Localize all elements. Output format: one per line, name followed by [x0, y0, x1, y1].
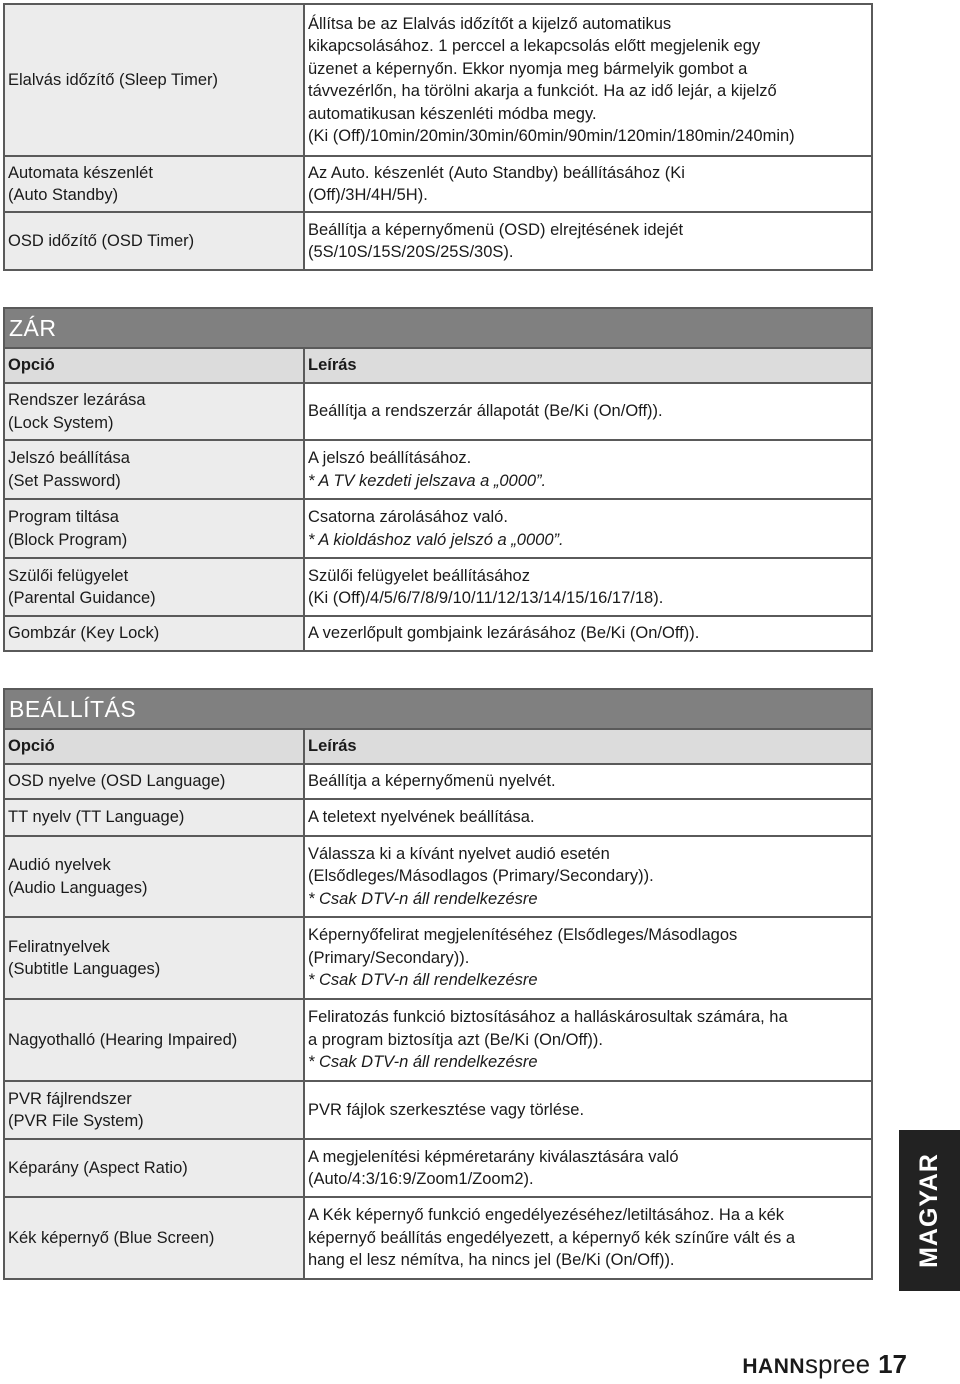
description-cell: [304, 1081, 872, 1139]
brand-logo-light: spree: [805, 1349, 871, 1379]
desc-line: (Ki (Off)/4/5/6/7/8/9/10/11/12/13/14/15/16/17/18).: [308, 589, 664, 607]
language-tab-label: MAGYAR: [915, 1153, 944, 1268]
description-cell: [304, 836, 872, 917]
header-option: Opció: [4, 729, 304, 764]
desc-line: képernyő beállítás engedélyezett, a képernyő kék színűre vált és a: [308, 1228, 796, 1247]
option-cell: [4, 212, 304, 270]
desc-line: Beállítja a rendszerzár állapotát (Be/Ki (On/Off)).: [308, 402, 663, 421]
option-line: Program tiltása: [8, 508, 119, 526]
desc-note: * Csak DTV-n áll rendelkezésre: [308, 889, 538, 908]
section-title: BEÁLLÍTÁS: [4, 689, 872, 729]
desc-line: (Auto/4:3/16:9/Zoom1/Zoom2).: [308, 1170, 534, 1188]
table-row: [4, 558, 872, 616]
desc-note: * A TV kezdeti jelszava a „0000”.: [308, 471, 547, 490]
desc-line: hang el lesz némítva, ha nincs jel (Be/Ki (On/Off)).: [308, 1251, 675, 1270]
option-line: (Auto Standby): [8, 186, 119, 204]
option-cell: [4, 499, 304, 558]
option-line: (Block Program): [8, 530, 128, 549]
header-option: Opció: [4, 348, 304, 383]
brand-logo-bold: HANN: [742, 1355, 806, 1378]
option-line: Automata készenlét: [8, 163, 153, 182]
option-line: (Parental Guidance): [8, 589, 156, 607]
desc-line: Állítsa be az Elalvás időzítőt a kijelző automatikus: [308, 14, 672, 33]
option-line: Képarány (Aspect Ratio): [8, 1158, 188, 1177]
table-row: [4, 999, 872, 1081]
header-row: [4, 729, 872, 764]
table-row: [4, 156, 872, 212]
desc-line: Válassza ki a kívánt nyelvet audió esetén: [308, 844, 610, 863]
desc-line: A jelszó beállításához.: [308, 449, 472, 467]
option-cell: [4, 1197, 304, 1279]
option-line: OSD időzítő (OSD Timer): [8, 231, 195, 250]
description-cell: [304, 999, 872, 1081]
table-row: [4, 616, 872, 651]
desc-line: Beállítja a képernyőmenü (OSD) elrejtésének idejét: [308, 220, 684, 239]
desc-line: (Ki (Off)/10min/20min/30min/60min/90min/120min/180min/240min): [308, 127, 795, 145]
description-cell: [304, 4, 872, 156]
table-row: [4, 4, 872, 156]
desc-line: a program biztosítja azt (Be/Ki (On/Off)).: [308, 1030, 603, 1049]
desc-line: PVR fájlok szerkesztése vagy törlése.: [308, 1100, 585, 1119]
table-row: [4, 440, 872, 499]
language-tab: [899, 1130, 960, 1291]
option-cell: [4, 764, 304, 799]
option-line: Feliratnyelvek: [8, 937, 110, 956]
option-cell: [4, 558, 304, 616]
description-cell: [304, 156, 872, 212]
table-timers: [3, 3, 873, 271]
desc-line: A megjelenítési képméretarány kiválasztására való: [308, 1147, 679, 1166]
option-cell: [4, 156, 304, 212]
option-line: Kék képernyő (Blue Screen): [8, 1228, 215, 1247]
option-cell: [4, 1081, 304, 1139]
table-row: [4, 917, 872, 999]
desc-line: Beállítja a képernyőmenü nyelvét.: [308, 772, 556, 791]
option-line: TT nyelv (TT Language): [8, 808, 185, 827]
desc-note: * A kioldáshoz való jelszó a „0000”.: [308, 530, 564, 549]
option-line: (Lock System): [8, 413, 114, 432]
desc-line: Az Auto. készenlét (Auto Standby) beállításához (Ki: [308, 163, 685, 182]
desc-note: * Csak DTV-n áll rendelkezésre: [308, 1053, 538, 1072]
table-row: [4, 1081, 872, 1139]
table-row: [4, 764, 872, 799]
description-cell: [304, 499, 872, 558]
description-cell: [304, 212, 872, 270]
table-setup: [3, 688, 873, 1280]
table-row: [4, 1197, 872, 1279]
option-line: Elalvás időzítő (Sleep Timer): [8, 70, 218, 89]
option-cell: [4, 836, 304, 917]
table-row: [4, 212, 872, 270]
desc-line: automatikusan készenléti módba megy.: [308, 104, 597, 123]
option-cell: [4, 440, 304, 499]
option-line: (Set Password): [8, 471, 121, 490]
option-cell: [4, 4, 304, 156]
description-cell: [304, 1139, 872, 1197]
desc-line: (Primary/Secondary)).: [308, 948, 470, 967]
section-title: ZÁR: [4, 308, 872, 348]
desc-line: Képernyőfelirat megjelenítéséhez (Elsődleges/Másodlagos: [308, 926, 738, 945]
desc-line: üzenet a képernyőn. Ekkor nyomja meg bármelyik gombot a: [308, 59, 748, 78]
header-description: Leírás: [304, 348, 872, 383]
option-line: (Subtitle Languages): [8, 960, 161, 978]
desc-line: (Elsődleges/Másodlagos (Primary/Secondary)).: [308, 867, 654, 886]
desc-line: A Kék képernyő funkció engedélyezéséhez/letiltásához. Ha a kék: [308, 1206, 785, 1225]
table-row: [4, 383, 872, 440]
option-cell: [4, 1139, 304, 1197]
option-cell: [4, 616, 304, 651]
desc-line: A vezerlőpult gombjaink lezárásához (Be/Ki (On/Off)).: [308, 624, 700, 643]
table-row: [4, 799, 872, 836]
option-line: (Audio Languages): [8, 878, 148, 897]
desc-line: Csatorna zárolásához való.: [308, 508, 508, 526]
table-row: [4, 499, 872, 558]
option-line: Rendszer lezárása: [8, 391, 146, 409]
option-line: Jelszó beállítása: [8, 449, 130, 467]
section-title-row: [4, 308, 872, 348]
option-line: (PVR File System): [8, 1112, 144, 1130]
desc-line: A teletext nyelvének beállítása.: [308, 808, 535, 827]
option-line: Audió nyelvek: [8, 856, 111, 874]
desc-line: távvezérlőn, ha törölni akarja a funkciót. Ha az idő lejár, a kijelző: [308, 82, 777, 100]
option-line: Szülői felügyelet: [8, 566, 129, 585]
desc-line: Feliratozás funkció biztosításához a halláskárosultak számára, ha: [308, 1008, 788, 1027]
desc-note: * Csak DTV-n áll rendelkezésre: [308, 971, 538, 990]
description-cell: [304, 440, 872, 499]
option-line: OSD nyelve (OSD Language): [8, 772, 226, 791]
option-cell: [4, 917, 304, 999]
page-number: 17: [878, 1349, 907, 1379]
table-lock: [3, 307, 873, 652]
description-cell: [304, 383, 872, 440]
option-line: PVR fájlrendszer: [8, 1089, 132, 1108]
description-cell: [304, 558, 872, 616]
option-cell: [4, 383, 304, 440]
option-cell: [4, 999, 304, 1081]
page-footer: [742, 1349, 907, 1383]
option-line: Gombzár (Key Lock): [8, 624, 160, 643]
table-row: [4, 1139, 872, 1197]
desc-line: kikapcsolásához. 1 perccel a lekapcsolás előtt megjelenik egy: [308, 37, 761, 55]
desc-line: (5S/10S/15S/20S/25S/30S).: [308, 243, 514, 261]
desc-line: Szülői felügyelet beállításához: [308, 566, 530, 585]
description-cell: [304, 764, 872, 799]
option-cell: [4, 799, 304, 836]
description-cell: [304, 616, 872, 651]
description-cell: [304, 799, 872, 836]
description-cell: [304, 1197, 872, 1279]
header-description: Leírás: [304, 729, 872, 764]
option-line: Nagyothalló (Hearing Impaired): [8, 1030, 238, 1049]
description-cell: [304, 917, 872, 999]
table-row: [4, 836, 872, 917]
header-row: [4, 348, 872, 383]
desc-line: (Off)/3H/4H/5H).: [308, 186, 428, 204]
section-title-row: [4, 689, 872, 729]
